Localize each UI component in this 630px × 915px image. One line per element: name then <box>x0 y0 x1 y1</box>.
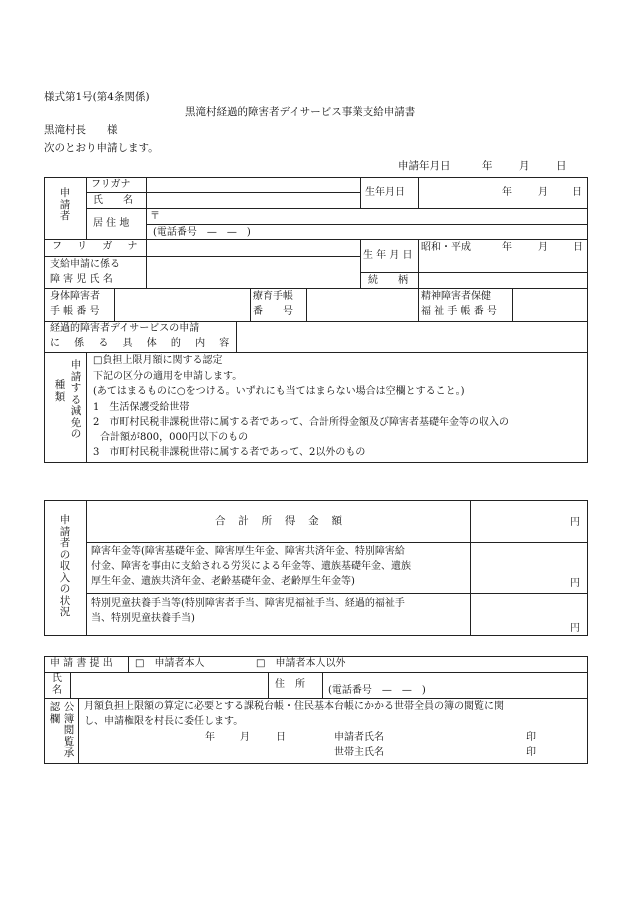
allowance-yen: 円 <box>570 623 580 634</box>
allowance-label: 特別児童扶養手当等(特別障害者手当、障害児福祉手当、経過的福祉手 <box>91 598 405 609</box>
application-form-page: 様式第1号(第4条関係) 黒滝村経過的障害者デイサービス事業支給申請書 黒滝村長 様 次のとおり申請します。 申請年月日 年 月 日 申請者 フリガナ 氏 名 居 住 地 〒 (電話番号 — — ) 生年月日 年 月 日 フ リ ガ ナ 支給申請に係る 障 害 児 氏 名 生 年 月 日 昭和・平成 年 月 日 続 柄 身体障害者 手 帳 番 号 療育手帳 番 号 精神障害者保健 福 祉 手 帳 番 号 経過的障害者デイサービスの申請 に 係 る 具 体 的 内 容 申請する減免の 種類 □負担上限月額に関する認定 下記の区分の適用を申請します。 (あてはまるものに○をつける。いずれにも当てはまらない場合は空欄とすること。) 1 生活保護受給世帯 2 市町村民税非課税世帯に属する者であって、合計所得金額及び障害者基礎年金等の収入の 合計額が800，000円以下のもの 3 市町村民税非課税世帯に属する者であって、2以外のもの 申請者の収入の状況 合 計 所 得 金 額 円 障害年金等(障害基礎年金、障害厚生年金、障害共済年金、特別障害給 付金、障害を事由に支給される労災による年金等、遺族基礎年金、遺族 厚生年金、遺族共済年金、老齢基礎年金、老齢厚生年金等) 円 特別児童扶養手当等(特別障害者手当、障害児福祉手当、経過的福祉手 当、特別児童扶養手当) 円 申 請 書 提 出 □ 申請者本人 □ 申請者本人以外 氏 名 住 所 (電話番号 — — ) 認欄 公簿閲覧承 月額負担上限額の算定に必要とする課税台帳・住民基本台帳にかかる世帯全員の簿の閲覧に関 し、申請権限を村長に委任します。 年 月 日 申請者氏名 印 世帯主氏名 印 <box>0 0 630 915</box>
applicant-furigana-field[interactable] <box>147 178 359 192</box>
service-label-2: に 係 る 具 体 的 内 容 <box>50 338 235 349</box>
reduction-item-1: 1 生活保護受給世帯 <box>93 402 190 413</box>
form-number: 様式第1号(第4条関係) <box>44 91 150 103</box>
child-relationship-field[interactable] <box>419 273 587 288</box>
child-furigana-label: フ リ ガ ナ <box>52 241 144 252</box>
total-income-label: 合 計 所 得 金 額 <box>215 515 347 527</box>
reduction-item-3: 3 市町村民税非課税世帯に属する者であって、2以外のもの <box>93 447 366 458</box>
allowance-amount-field[interactable] <box>471 594 567 634</box>
submitter-option-self[interactable]: □ 申請者本人 <box>135 658 205 669</box>
submitter-address-label: 住 所 <box>275 679 305 690</box>
mental-handbook-label: 精神障害者保健 <box>421 291 491 302</box>
pension-label: 障害年金等(障害基礎年金、障害厚生年金、障害共済年金、特別障害給 <box>91 546 405 557</box>
physical-handbook-field[interactable] <box>115 289 249 320</box>
consent-applicant-seal: 印 <box>526 732 536 743</box>
child-relationship-label: 続 柄 <box>368 275 408 286</box>
ryoiku-handbook-field[interactable] <box>307 289 417 320</box>
total-income-yen: 円 <box>570 517 580 528</box>
submitter-name-label: 氏 <box>52 673 62 684</box>
child-birth-era: 昭和・平成 <box>421 242 471 253</box>
form-title: 黒滝村経過的障害者デイサービス事業支給申請書 <box>185 106 416 118</box>
submitter-name-field[interactable] <box>71 673 267 697</box>
reduction-item-2: 2 市町村民税非課税世帯に属する者であって、合計所得金額及び障害者基礎年金等の収入の <box>93 417 510 428</box>
service-label-1: 経過的障害者デイサービスの申請 <box>50 323 200 334</box>
applicant-furigana-label: フリガナ <box>91 179 131 190</box>
consent-side-label-b: 公簿閲覧承 <box>63 701 75 759</box>
applicant-phone-label: (電話番号 — — ) <box>153 227 251 238</box>
total-income-field[interactable] <box>471 501 567 541</box>
ryoiku-handbook-label: 療育手帳 <box>253 291 293 302</box>
child-furigana-field[interactable] <box>147 240 359 255</box>
applicant-birth-field[interactable] <box>419 178 587 208</box>
addressee: 黒滝村長 様 <box>44 124 118 136</box>
child-name-field[interactable] <box>147 257 359 287</box>
intro-text: 次のとおり申請します。 <box>44 142 159 154</box>
consent-applicant-name-label: 申請者氏名 <box>334 732 384 743</box>
applicant-name-label: 氏 名 <box>93 195 133 206</box>
reduction-checkbox[interactable]: □負担上限月額に関する認定 <box>93 355 223 366</box>
submitter-label: 申 請 書 提 出 <box>50 658 113 669</box>
applicant-section-label: 申請者 <box>59 187 71 222</box>
reduction-side-label-b: 種類 <box>54 379 66 403</box>
child-name-label-2: 障 害 児 氏 名 <box>50 274 113 285</box>
consent-householder-name-field[interactable] <box>395 746 520 759</box>
reduction-side-label-a: 申請する減免の <box>70 359 82 440</box>
submitter-option-other[interactable]: □ 申請者本人以外 <box>256 658 346 669</box>
submitter-phone-label: (電話番号 — — ) <box>328 685 426 696</box>
pension-yen: 円 <box>570 578 580 589</box>
applicant-name-field[interactable] <box>147 193 359 207</box>
physical-handbook-label: 身体障害者 <box>50 291 100 302</box>
income-side-label: 申請者の収入の状況 <box>59 514 71 618</box>
consent-householder-seal: 印 <box>526 747 536 758</box>
mental-handbook-field[interactable] <box>513 289 587 320</box>
consent-text: 月額負担上限額の算定に必要とする課税台帳・住民基本台帳にかかる世帯全員の簿の閲覧に関 <box>84 701 504 712</box>
application-date-label: 申請年月日 <box>398 160 451 172</box>
applicant-address-label: 居 住 地 <box>93 218 130 229</box>
consent-householder-name-label: 世帯主氏名 <box>334 747 384 758</box>
pension-amount-field[interactable] <box>471 543 567 592</box>
applicant-birth-label: 生年月日 <box>365 187 405 198</box>
service-content-field[interactable] <box>237 322 587 352</box>
child-birth-label: 生 年 月 日 <box>363 250 413 261</box>
submitter-address-field[interactable] <box>323 673 587 685</box>
consent-applicant-name-field[interactable] <box>395 731 520 744</box>
consent-side-label-a: 認欄 <box>49 701 61 725</box>
child-name-label-1: 支給申請に係る <box>50 259 120 270</box>
postal-mark: 〒 <box>150 211 160 222</box>
